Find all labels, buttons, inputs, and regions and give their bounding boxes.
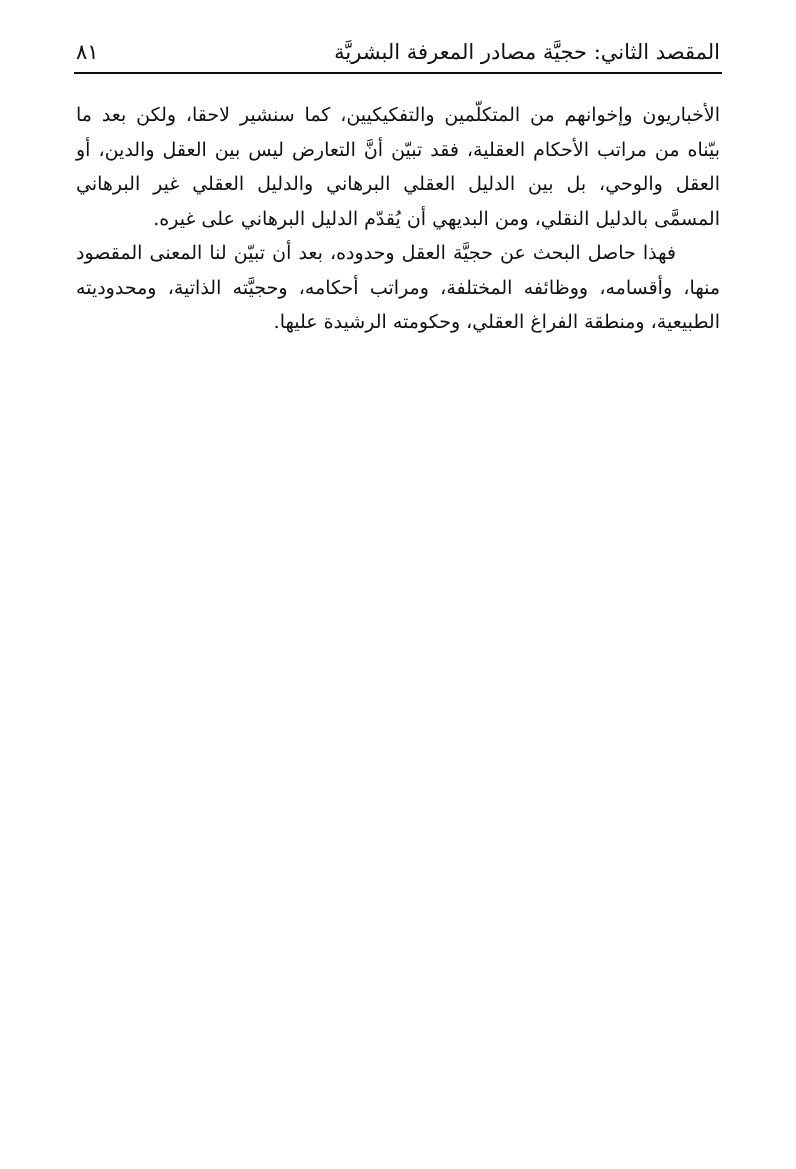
header-title: المقصد الثاني: حجيَّة مصادر المعرفة البشريَّة: [334, 40, 720, 64]
page-number: ٨١: [76, 40, 99, 64]
paragraph-1: الأخباريون وإخوانهم من المتكلّمين والتفكيكيين، كما سنشير لاحقا، ولكن بعد ما بيّناه من مراتب الأحكام العقلية، فقد تبيّن أنَّ التعارض ليس بين العقل والدين، أو العقل والوحي، بل بين الدليل العقلي البرهاني والدليل العقلي غير البرهاني المسمَّى بالدليل النقلي، ومن البديهي أن يُقدّم الدليل البرهاني على غيره.: [76, 104, 720, 230]
header-divider: [74, 72, 722, 74]
paragraph-2: فهذا حاصل البحث عن حجيَّة العقل وحدوده، بعد أن تبيّن لنا المعنى المقصود منها، وأقسامه، ووظائفه المختلفة، ومراتب أحكامه، وحجيَّته الذاتية، ومحدوديته الطبيعية، ومنطقة الفراغ العقلي، وحكومته الرشيدة عليها.: [76, 242, 720, 333]
running-header: [76, 28, 720, 68]
body-text: [76, 98, 720, 340]
